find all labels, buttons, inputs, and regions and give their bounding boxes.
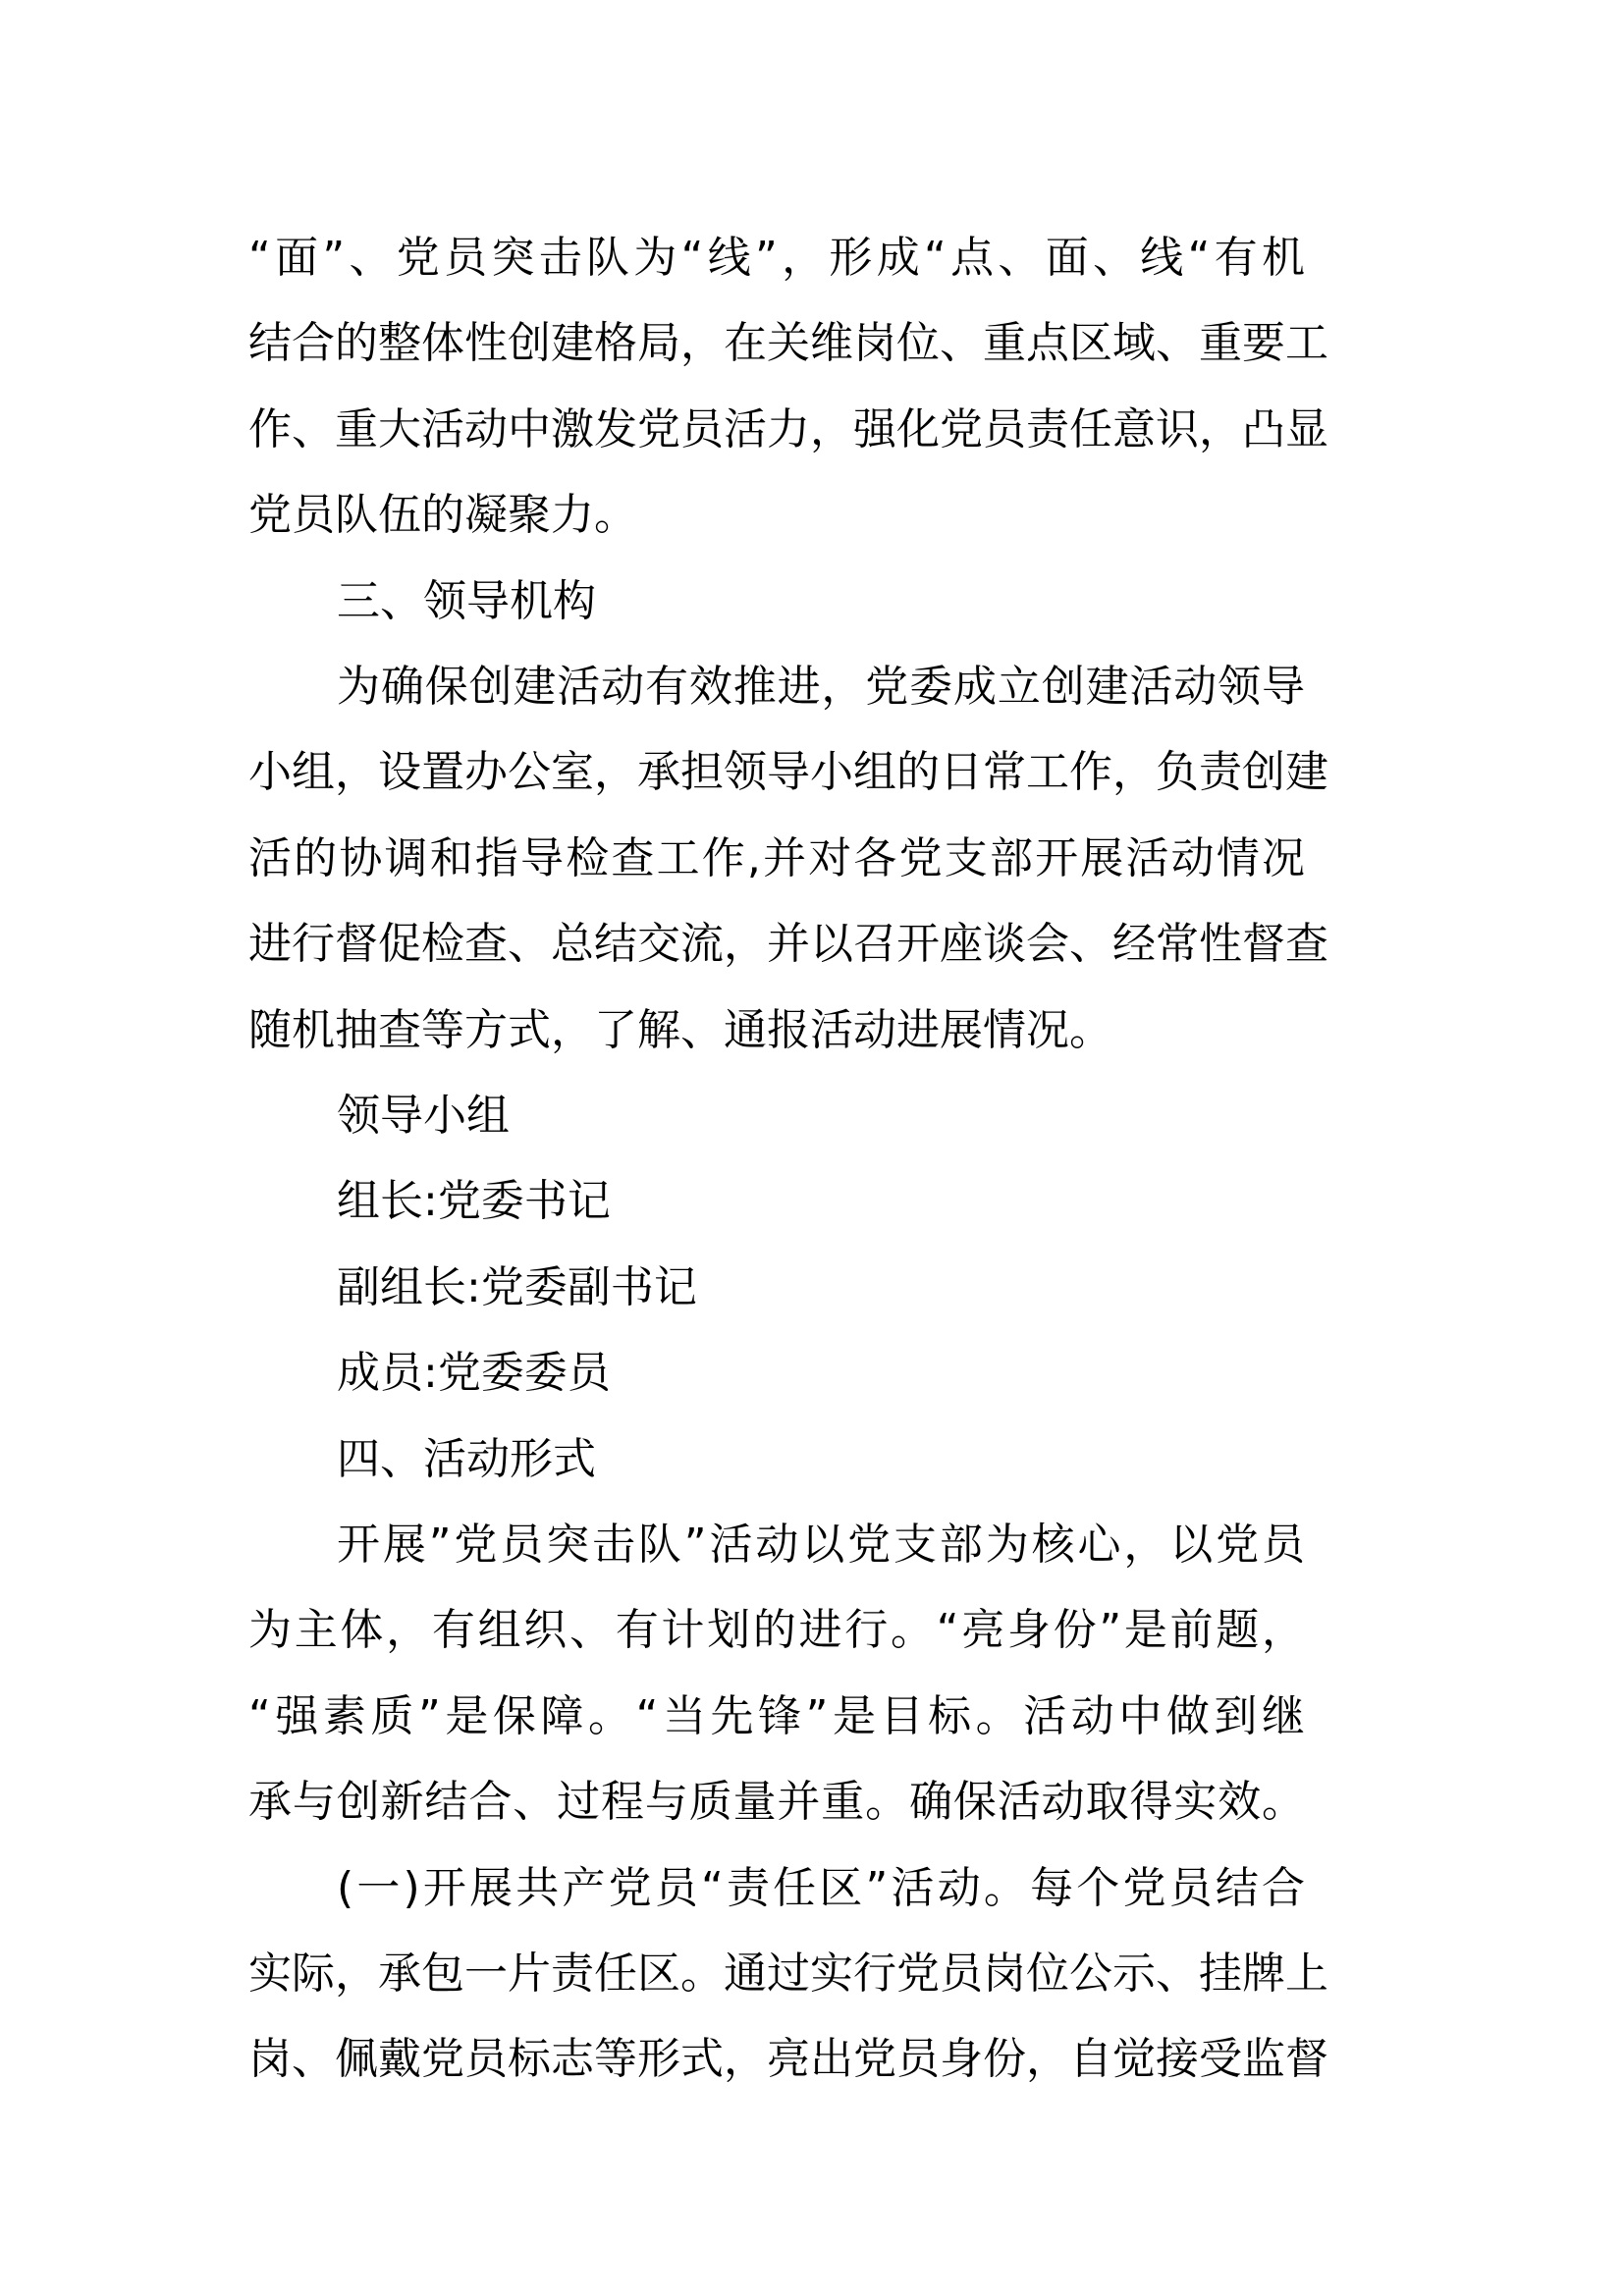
paragraph-line: 随机抽查等方式，了解、通报活动进展情况。	[248, 1004, 1112, 1055]
paragraph-line: 实际，承包一片责任区。通过实行党员岗位公示、挂牌上	[248, 1949, 1328, 1999]
paragraph-line: 开展”党员突击队”活动以党支部为核心，以党员	[337, 1520, 1305, 1570]
heading-line: 三、领导机构	[337, 575, 596, 626]
paragraph-line: “面”、党员突击队为“线”，形成“点、面、线“有机	[248, 233, 1305, 283]
heading-line: 领导小组	[337, 1091, 510, 1141]
paragraph-line: 作、重大活动中激发党员活力，强化党员责任意识，凸显	[248, 403, 1328, 454]
heading-line: 成员:党委委员	[337, 1348, 611, 1399]
heading-line: 四、活动形式	[337, 1433, 596, 1484]
heading-line: 副组长:党委副书记	[337, 1261, 697, 1312]
paragraph-line: 小组，设置办公室，承担领导小组的日常工作，负责创建	[248, 747, 1328, 798]
paragraph-line: 为确保创建活动有效推进，党委成立创建活动领导	[337, 662, 1305, 712]
paragraph-line: 活的协调和指导检查工作,并对各党支部开展活动情况	[248, 832, 1305, 883]
paragraph-line: “强素质”是保障。“当先锋”是目标。活动中做到继	[248, 1690, 1305, 1741]
heading-line: 组长:党委书记	[337, 1176, 611, 1227]
paragraph-line: 岗、佩戴党员标志等形式，亮出党员身份，自觉接受监督	[248, 2034, 1328, 2085]
paragraph-line: (一)开展共产党员“责任区”活动。每个党员结合	[337, 1862, 1305, 1913]
paragraph-line: 党员队伍的凝聚力。	[248, 490, 637, 541]
paragraph-line: 承与创新结合、过程与质量并重。确保活动取得实效。	[248, 1777, 1305, 1828]
paragraph-line: 结合的整体性创建格局，在关维岗位、重点区域、重要工	[248, 318, 1328, 369]
paragraph-line: 为主体，有组织、有计划的进行。“亮身份”是前题，	[248, 1605, 1305, 1656]
paragraph-line: 进行督促检查、总结交流，并以召开座谈会、经常性督查	[248, 919, 1328, 970]
